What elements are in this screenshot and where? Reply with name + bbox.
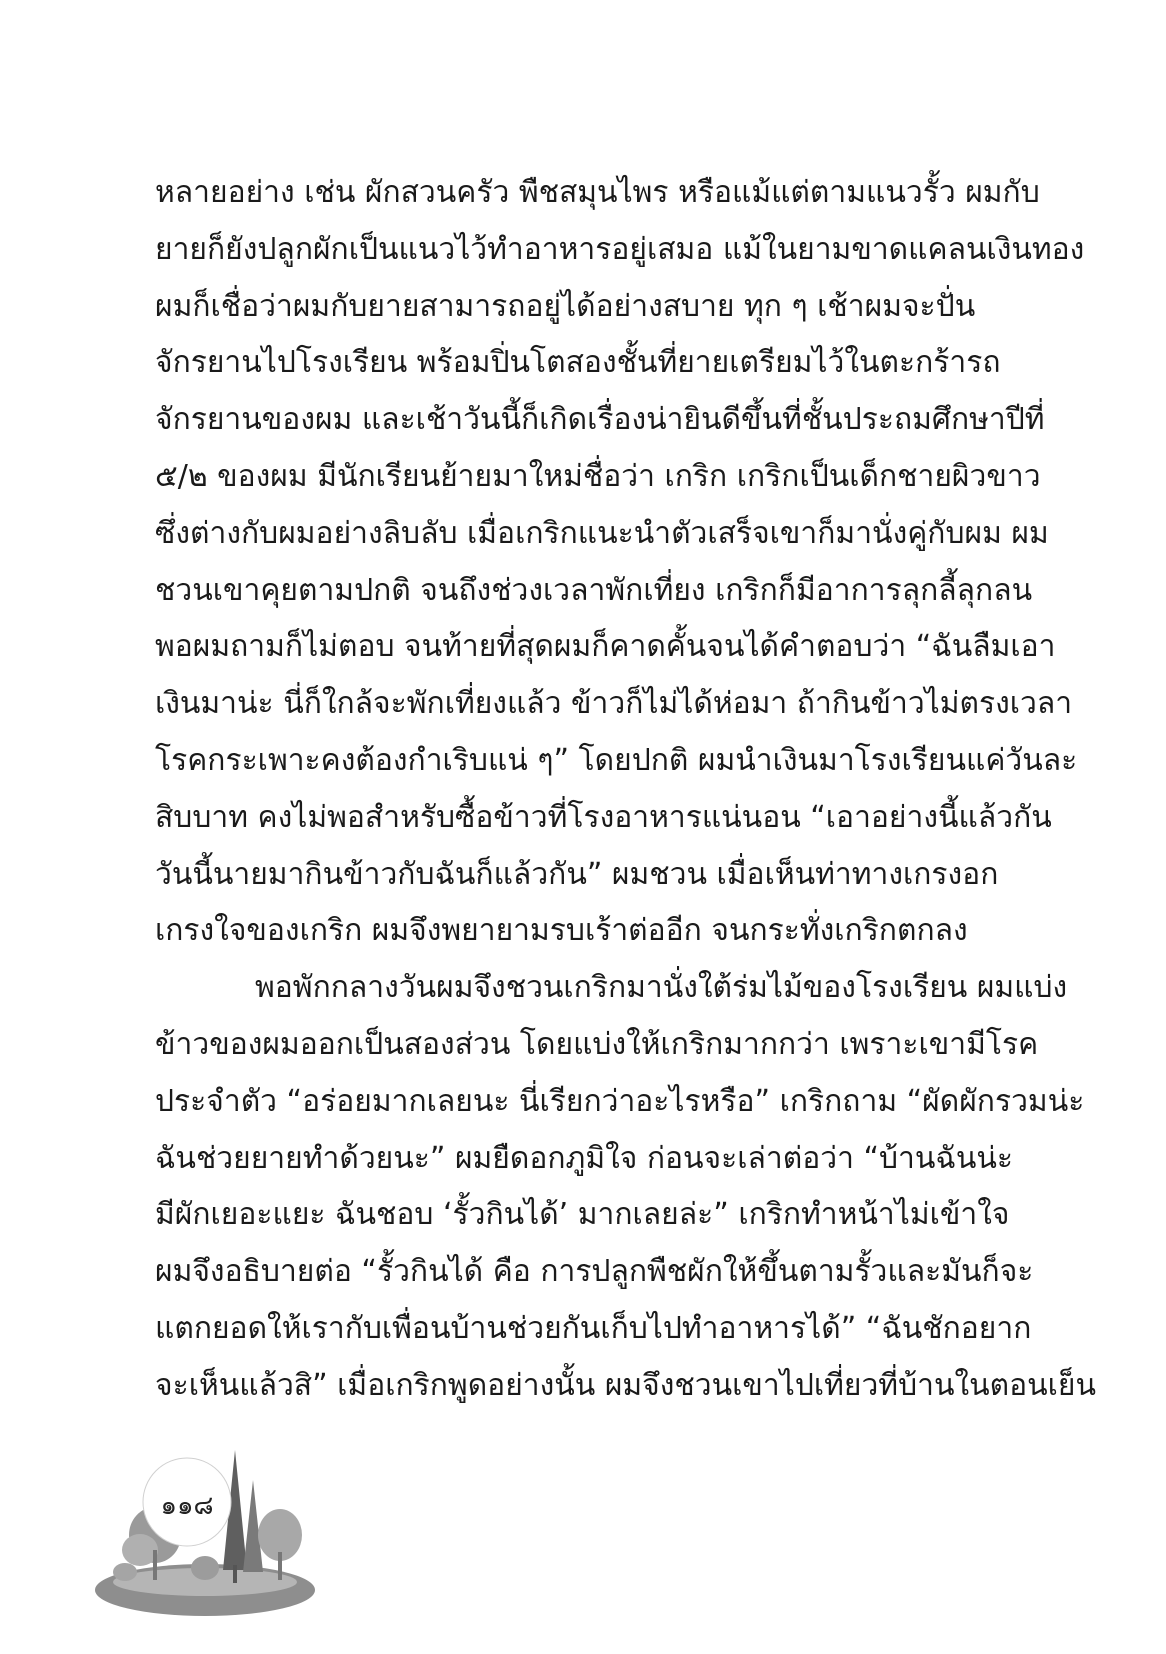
- text-line: สิบบาท คงไม่พอสำหรับซื้อข้าวที่โรงอาหารแน่นอน “เอาอย่างนี้แล้วกัน: [155, 799, 1052, 835]
- text-line: หลายอย่าง เช่น ผักสวนครัว พืชสมุนไพร หรือแม้แต่ตามแนวรั้ว ผมกับ: [155, 175, 1040, 210]
- text-line: ผมจึงอธิบายต่อ “รั้วกินได้ คือ การปลูกพืชผักให้ขึ้นตามรั้วและมันก็จะ: [155, 1254, 1034, 1290]
- text-line: วันนี้นายมากินข้าวกับฉันก็แล้วกัน” ผมชวน เมื่อเห็นท่าทางเกรงอก: [155, 856, 999, 892]
- text-line: จักรยานไปโรงเรียน พร้อมปิ่นโตสองชั้นที่ยายเตรียมไว้ในตะกร้ารถ: [155, 345, 1001, 381]
- text-line: โรคกระเพาะคงต้องกำเริบแน่ ๆ” โดยปกติ ผมนำเงินมาโรงเรียนแค่วันละ: [155, 742, 1078, 778]
- text-line: ชวนเขาคุยตามปกติ จนถึงช่วงเวลาพักเที่ยง เกริกก็มีอาการลุกลี้ลุกลน: [155, 572, 1033, 608]
- text-line: ฉันช่วยยายทำด้วยนะ” ผมยืดอกภูมิใจ ก่อนจะเล่าต่อว่า “บ้านฉันน่ะ: [155, 1140, 1013, 1176]
- text-line: มีผักเยอะแยะ ฉันชอบ ‘รั้วกินได้’ มากเลยล่ะ” เกริกทำหน้าไม่เข้าใจ: [155, 1197, 1010, 1233]
- text-line: ประจำตัว “อร่อยมากเลยนะ นี่เรียกว่าอะไรหรือ” เกริกถาม “ผัดผักรวมน่ะ: [155, 1083, 1085, 1119]
- text-line: จักรยานของผม และเช้าวันนี้ก็เกิดเรื่องน่ายินดีขึ้นที่ชั้นประถมศึกษาปีที่: [155, 402, 1045, 438]
- text-line: พอผมถามก็ไม่ตอบ จนท้ายที่สุดผมก็คาดคั้นจนได้คำตอบว่า “ฉันลืมเอา: [155, 629, 1056, 665]
- body-text: [155, 165, 1096, 1415]
- text-line: แตกยอดให้เรากับเพื่อนบ้านช่วยกันเก็บไปทำอาหารได้” “ฉันชักอยาก: [155, 1310, 1032, 1346]
- page-number: ๑๑๘: [160, 1491, 214, 1521]
- text-line: ข้าวของผมออกเป็นสองส่วน โดยแบ่งให้เกริกมากกว่า เพราะเขามีโรค: [155, 1026, 1039, 1062]
- text-line: ยายก็ยังปลูกผักเป็นแนวไว้ทำอาหารอยู่เสมอ แม้ในยามขาดแคลนเงินทอง: [155, 231, 1085, 267]
- text-line: เกรงใจของเกริก ผมจึงพยายามรบเร้าต่ออีก จนกระทั่งเกริกตกลง: [155, 913, 968, 949]
- text-line: ซึ่งต่างกับผมอย่างลิบลับ เมื่อเกริกแนะนำตัวเสร็จเขาก็มานั่งคู่กับผม ผม: [155, 515, 1049, 551]
- text-line: เงินมาน่ะ นี่ก็ใกล้จะพักเที่ยงแล้ว ข้าวก็ไม่ได้ห่อมา ถ้ากินข้าวไม่ตรงเวลา: [155, 686, 1073, 722]
- text-line: ๕/๒ ของผม มีนักเรียนย้ายมาใหม่ชื่อว่า เกริก เกริกเป็นเด็กชายผิวขาว: [155, 458, 1041, 494]
- tree-illustration-icon: [95, 1440, 315, 1620]
- text-line: ผมก็เชื่อว่าผมกับยายสามารถอยู่ได้อย่างสบาย ทุก ๆ เช้าผมจะปั่น: [155, 288, 976, 324]
- text-line: จะเห็นแล้วสิ” เมื่อเกริกพูดอย่างนั้น ผมจึงชวนเขาไปเที่ยวที่บ้านในตอนเย็น: [155, 1367, 1096, 1403]
- paragraph-start-line: พอพักกลางวันผมจึงชวนเกริกมานั่งใต้ร่มไม้ของโรงเรียน ผมแบ่ง: [255, 970, 1068, 1006]
